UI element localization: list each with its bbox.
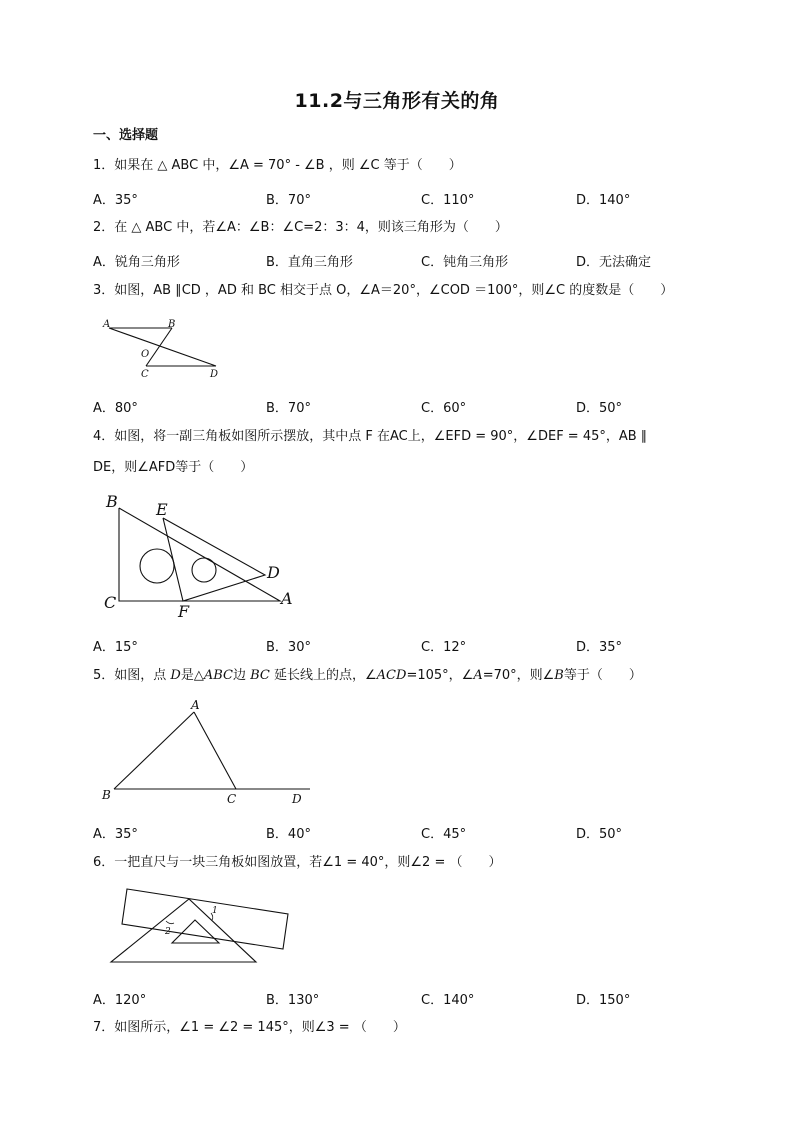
q5-angle-acd: ACD bbox=[376, 668, 407, 683]
question-4-stem-line2: DE，则∠AFD等于（ ） bbox=[93, 460, 254, 475]
q6-option-b: B．130° bbox=[266, 993, 320, 1008]
q4-figure bbox=[100, 490, 300, 620]
q4-label-b: B bbox=[106, 492, 118, 511]
q3-figure bbox=[100, 316, 225, 382]
q6-figure bbox=[100, 883, 300, 968]
q3-label-c: C bbox=[141, 369, 149, 380]
q5-option-c: C．45° bbox=[421, 827, 467, 842]
q6-label-2: 2 bbox=[165, 927, 171, 937]
q5-text: 延长线上的点，∠ bbox=[269, 668, 377, 683]
q4-option-a: A．15° bbox=[93, 640, 138, 655]
q5-text: 等于（ ） bbox=[563, 668, 642, 683]
question-1-stem: 1．如果在 △ ABC 中，∠A = 70° - ∠B ，则 ∠C 等于（ ） bbox=[93, 158, 462, 173]
question-4-stem-line1: 4．如图，将一副三角板如图所示摆放，其中点 F 在AC上，∠EFD = 90°，∠DEF = 45°，AB ∥ bbox=[93, 429, 648, 444]
q4-option-d: D．35° bbox=[576, 640, 623, 655]
q4-label-e: E bbox=[156, 500, 168, 519]
section-heading: 一、选择题 bbox=[93, 128, 159, 143]
q3-label-b: B bbox=[168, 319, 176, 330]
q1-option-d: D．140° bbox=[576, 193, 631, 208]
q2-option-b: B．直角三角形 bbox=[266, 255, 353, 270]
q5-option-d: D．50° bbox=[576, 827, 623, 842]
q3-label-a: A bbox=[103, 319, 111, 330]
q4-label-c: C bbox=[104, 593, 117, 612]
q5-text: 5．如图，点 bbox=[93, 668, 171, 683]
q6-label-1: 1 bbox=[212, 906, 218, 916]
q1-option-b: B．70° bbox=[266, 193, 311, 208]
q5-angle-a: A bbox=[473, 668, 483, 683]
question-3-stem: 3．如图，AB ∥CD ，AD 和 BC 相交于点 O，∠A＝20°，∠COD ＝100°，则∠C 的度数是（ ） bbox=[93, 283, 674, 298]
q2-option-c: C．钝角三角形 bbox=[421, 255, 509, 270]
q5-figure bbox=[98, 697, 318, 809]
q5-label-b: B bbox=[102, 788, 111, 802]
q6-option-d: D．150° bbox=[576, 993, 631, 1008]
q4-label-d: D bbox=[267, 563, 280, 582]
q3-option-c: C．60° bbox=[421, 401, 467, 416]
q5-text: 边 bbox=[232, 668, 251, 683]
q5-angle-b: B bbox=[554, 668, 564, 683]
page-title: 11.2与三角形有关的角 bbox=[294, 90, 500, 112]
q6-option-a: A．120° bbox=[93, 993, 147, 1008]
q6-option-c: C．140° bbox=[421, 993, 475, 1008]
q2-option-a: A．锐角三角形 bbox=[93, 255, 180, 270]
q5-label-c: C bbox=[227, 792, 237, 806]
q4-label-f: F bbox=[178, 602, 190, 621]
q1-option-a: A．35° bbox=[93, 193, 138, 208]
q2-option-d: D．无法确定 bbox=[576, 255, 652, 270]
q5-option-b: B．40° bbox=[266, 827, 311, 842]
q5-text: =70°，则∠ bbox=[482, 668, 555, 683]
q5-label-d: D bbox=[292, 792, 302, 806]
q3-option-b: B．70° bbox=[266, 401, 311, 416]
question-7-stem: 7．如图所示，∠1 = ∠2 = 145°，则∠3 = （ ） bbox=[93, 1020, 406, 1035]
q5-point-d: D bbox=[170, 668, 181, 683]
q5-option-a: A．35° bbox=[93, 827, 138, 842]
q1-option-c: C．110° bbox=[421, 193, 475, 208]
q3-option-a: A．80° bbox=[93, 401, 138, 416]
q4-option-b: B．30° bbox=[266, 640, 311, 655]
q5-triangle-abc: ABC bbox=[203, 668, 233, 683]
q5-text: =105°，∠ bbox=[406, 668, 474, 683]
question-6-stem: 6．一把直尺与一块三角板如图放置，若∠1 = 40°，则∠2 = （ ） bbox=[93, 855, 502, 870]
q3-label-d: D bbox=[210, 369, 219, 380]
q3-option-d: D．50° bbox=[576, 401, 623, 416]
question-2-stem: 2．在 △ ABC 中，若∠A：∠B：∠C=2：3：4，则该三角形为（ ） bbox=[93, 220, 508, 235]
q4-label-a: A bbox=[281, 589, 293, 608]
q5-side-bc: BC bbox=[250, 668, 270, 683]
q5-text: 是△ bbox=[180, 668, 204, 683]
q5-label-a: A bbox=[191, 698, 200, 712]
q4-option-c: C．12° bbox=[421, 640, 467, 655]
question-5-stem bbox=[93, 667, 642, 685]
q3-label-o: O bbox=[141, 349, 150, 360]
